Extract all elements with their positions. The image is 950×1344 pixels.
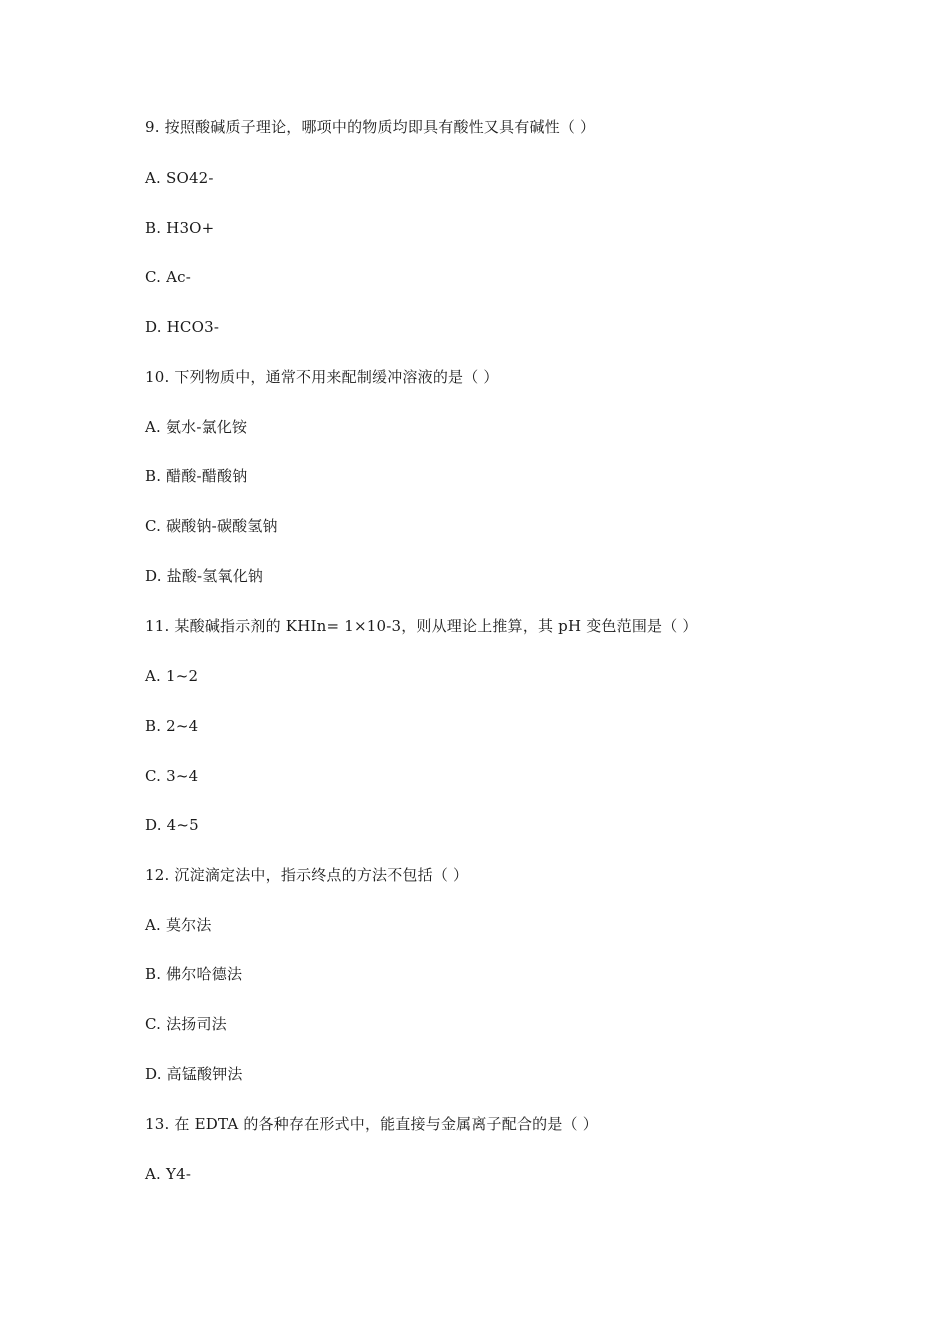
question-12-option-a: A. 莫尔法 — [145, 916, 212, 934]
question-10-option-a: A. 氨水-氯化铵 — [145, 418, 248, 436]
question-12-option-d: D. 高锰酸钾法 — [145, 1065, 243, 1083]
question-11: 11. 某酸碱指示剂的 KHIn= 1×10-3，则从理论上推算，其 pH 变色范围是（ ） — [145, 617, 698, 635]
question-13-option-a: A. Y4- — [145, 1165, 192, 1183]
question-10-option-c: C. 碳酸钠-碳酸氢钠 — [145, 517, 278, 535]
question-9-option-a: A. SO42- — [145, 169, 214, 187]
question-11-option-a: A. 1~2 — [145, 667, 199, 685]
question-10-option-d: D. 盐酸-氢氧化钠 — [145, 567, 264, 585]
question-9-option-d: D. HCO3- — [145, 318, 220, 336]
question-12-option-c: C. 法扬司法 — [145, 1015, 227, 1033]
question-9-option-b: B. H3O+ — [145, 219, 215, 237]
question-11-option-c: C. 3~4 — [145, 767, 199, 785]
question-12-option-b: B. 佛尔哈德法 — [145, 965, 243, 983]
question-10: 10. 下列物质中，通常不用来配制缓冲溶液的是（ ） — [145, 368, 499, 386]
question-13: 13. 在 EDTA 的各种存在形式中，能直接与金属离子配合的是（ ） — [145, 1115, 598, 1133]
question-10-option-b: B. 醋酸-醋酸钠 — [145, 467, 248, 485]
question-9: 9. 按照酸碱质子理论，哪项中的物质均即具有酸性又具有碱性（ ） — [145, 118, 596, 136]
question-11-option-b: B. 2~4 — [145, 717, 199, 735]
question-9-option-c: C. Ac- — [145, 268, 191, 286]
question-12: 12. 沉淀滴定法中，指示终点的方法不包括（ ） — [145, 866, 469, 884]
question-11-option-d: D. 4~5 — [145, 816, 199, 834]
